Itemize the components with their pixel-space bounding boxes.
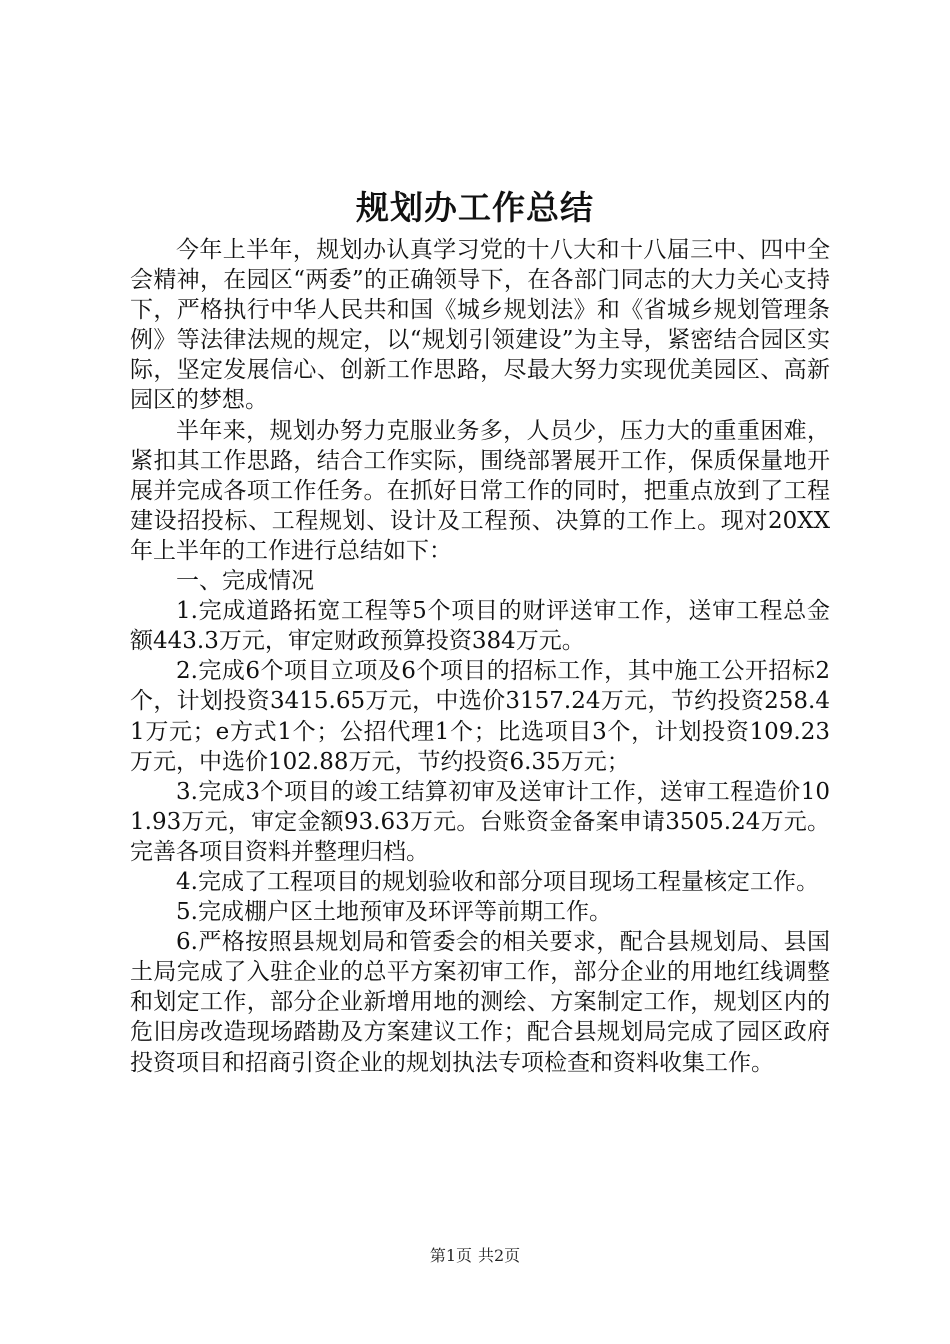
page-number: 第1页 (429, 1246, 472, 1265)
list-item: 1.完成道路拓宽工程等5个项目的财评送审工作，送审工程总金额443.3万元，审定财政预算投资384万元。 (130, 598, 830, 655)
page-footer (0, 1244, 950, 1268)
section-heading: 一、完成情况 (176, 568, 314, 595)
list-item: 3.完成3个项目的竣工结算初审及送审计工作，送审工程造价101.93万元，审定金额93.63万元。台账资金备案申请3505.24万元。完善各项目资料并整理归档。 (130, 778, 830, 865)
page-total: 共2页 (478, 1246, 521, 1265)
paragraph-overview: 半年来，规划办努力克服业务多，人员少，压力大的重重困难，紧扣其工作思路，结合工作实际，围绕部署展开工作，保质保量地开展并完成各项工作任务。在抓好日常工作的同时，把重点放到了工程建设招投标、工程规划、设计及工程预、决算的工作上。现对20XX年上半年的工作进行总结如下： (130, 417, 830, 564)
list-item: 4.完成了工程项目的规划验收和部分项目现场工程量核定工作。 (176, 868, 819, 895)
document-body (130, 235, 830, 1078)
list-item: 5.完成棚户区土地预审及环评等前期工作。 (176, 899, 612, 926)
paragraph-intro: 今年上半年，规划办认真学习党的十八大和十八届三中、四中全会精神，在园区“两委”的正确领导下，在各部门同志的大力关心支持下，严格执行中华人民共和国《城乡规划法》和《省城乡规划管理条例》等法律法规的规定，以“规划引领建设”为主导，紧密结合园区实际，坚定发展信心、创新工作思路，尽最大努力实现优美园区、高新园区的梦想。 (130, 237, 830, 414)
list-item: 6.严格按照县规划局和管委会的相关要求，配合县规划局、县国土局完成了入驻企业的总平方案初审工作，部分企业的用地红线调整和划定工作，部分企业新增用地的测绘、方案制定工作，规划区内的危旧房改造现场踏勘及方案建议工作；配合县规划局完成了园区政府投资项目和招商引资企业的规划执法专项检查和资料收集工作。 (130, 929, 830, 1076)
list-item: 2.完成6个项目立项及6个项目的招标工作，其中施工公开招标2个，计划投资3415.65万元，中选价3157.24万元，节约投资258.41万元；e方式1个；公招代理1个；比选项目3个，计划投资109.23万元，中选价102.88万元，节约投资6.35万元； (130, 658, 830, 775)
page-title: 规划办工作总结 (356, 188, 594, 227)
